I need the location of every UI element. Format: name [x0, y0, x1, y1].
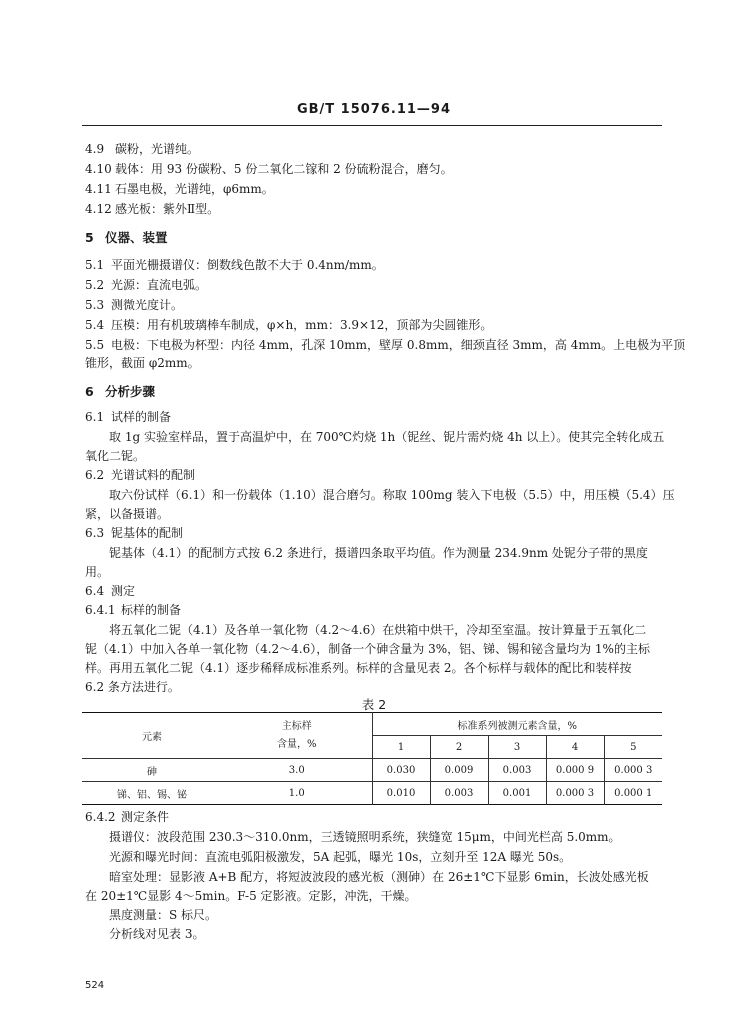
item-4-11: 4.11 石墨电极，光谱纯，φ6mm。 [85, 182, 274, 196]
table-header-main [222, 713, 372, 759]
section-6-3-text: 铌基体（4.1）的配制方式按 6.2 条进行，摄谱四条取平均值。作为测量 234.9nm 处铌分子带的黑度 [109, 546, 648, 560]
section-6-1-text: 取 1g 实验室样品，置于高温炉中，在 700℃灼烧 1h（铌丝、铌片需灼烧 4h 以上）。使其完全转化成五 [109, 430, 665, 444]
condition-line: 黑度测量：S 标尺。 [109, 908, 218, 922]
item-5-5-continued: 锥形，截面 φ2mm。 [85, 356, 200, 370]
row-value: 0.003 [488, 759, 546, 782]
condition-line: 暗室处理：显影液 A+B 配方，将短波波段的感光板（测砷）在 26±1℃下显影 6min，长波处感光板 [109, 870, 649, 884]
item-5-5: 5.5 电极：下电极为杯型：内径 4mm，孔深 10mm，壁厚 0.8mm，细颈直径 3mm，高 4mm。上电极为平顶 [85, 338, 686, 352]
section-6-4-heading: 6.4 测定 [85, 584, 136, 598]
section-6-4-1-heading: 6.4.1 标样的制备 [85, 603, 182, 617]
series-num: 3 [488, 736, 546, 759]
section-6-1-heading: 6.1 试样的制备 [85, 410, 172, 424]
series-num: 2 [430, 736, 488, 759]
header-rule [82, 125, 662, 126]
table-2 [82, 712, 662, 805]
table-header-element: 元素 [82, 713, 222, 759]
table-header-main-line1: 主标样 [281, 720, 312, 732]
row-value: 0.010 [372, 782, 430, 805]
row-value: 0.001 [488, 782, 546, 805]
row-main: 1.0 [288, 787, 305, 799]
table-header-main-line2: 含量，% [276, 738, 317, 750]
row-value: 0.000 9 [546, 759, 604, 782]
condition-line: 摄谱仪：波段范围 230.3～310.0nm，三透镜照明系统，狭缝宽 15μm，中间光栏高 5.0mm。 [109, 830, 621, 844]
row-value: 0.003 [430, 782, 488, 805]
series-num: 5 [604, 736, 662, 759]
item-5-3: 5.3 测微光度计。 [85, 298, 184, 312]
section-6-2-text-cont: 紧，以备摄谱。 [85, 507, 170, 521]
row-element: 砷 [82, 759, 222, 782]
section-5-heading: 5 仪器、装置 [85, 230, 168, 245]
item-4-9: 4.9 碳粉，光谱纯。 [85, 142, 200, 156]
row-element: 锑、铝、锡、铋 [117, 789, 187, 801]
table-row [82, 782, 662, 805]
section-6-3-text-cont: 用。 [85, 565, 110, 579]
condition-line: 分析线对见表 3。 [109, 927, 205, 941]
section-6-4-1-text: 将五氧化二铌（4.1）及各单一氧化物（4.2～4.6）在烘箱中烘干，冷却至室温。按计算量于五氧化二 [109, 623, 647, 637]
item-5-2: 5.2 光源：直流电弧。 [85, 278, 208, 292]
standard-code-header: GB/T 15076.11—94 [296, 102, 452, 117]
section-6-3-heading: 6.3 铌基体的配制 [85, 526, 184, 540]
item-5-4: 5.4 压模：用有机玻璃棒车制成，φ×h，mm：3.9×12，顶部为尖圆锥形。 [85, 318, 493, 332]
section-6-2-text: 取六份试样（6.1）和一份载体（1.10）混合磨匀。称取 100mg 装入下电极（5.5）中，用压模（5.4）压 [109, 488, 675, 502]
row-value: 0.000 3 [604, 759, 662, 782]
item-4-12: 4.12 感光板：紫外Ⅱ型。 [85, 202, 220, 216]
section-6-2-heading: 6.2 光谱试料的配制 [85, 468, 196, 482]
row-value: 0.000 1 [604, 782, 662, 805]
item-4-10: 4.10 载体：用 93 份碳粉、5 份二氧化二镓和 2 份硫粉混合，磨匀。 [85, 162, 453, 176]
section-6-1-text-cont: 氧化二铌。 [85, 449, 146, 463]
table-header-series: 标准系列被测元素含量，% [372, 713, 662, 736]
series-num: 4 [546, 736, 604, 759]
item-5-1: 5.1 平面光栅摄谱仪：倒数线色散不大于 0.4nm/mm。 [85, 258, 384, 272]
row-main: 3.0 [222, 759, 372, 782]
section-6-4-1-text-4: 6.2 条方法进行。 [85, 680, 180, 694]
series-num: 1 [372, 736, 430, 759]
table-2-caption: 表 2 [361, 697, 387, 712]
table-row [82, 759, 662, 782]
section-6-heading: 6 分析步骤 [85, 384, 156, 399]
page-number: 524 [85, 980, 105, 991]
row-value: 0.009 [430, 759, 488, 782]
condition-line: 光源和曝光时间：直流电弧阳极激发，5A 起弧，曝光 10s，立刻升至 12A 曝光 50s。 [109, 850, 572, 864]
row-value: 0.000 3 [546, 782, 604, 805]
section-6-4-2-heading: 6.4.2 测定条件 [85, 810, 170, 824]
section-6-4-1-text-3: 样。再用五氧化二铌（4.1）逐步稀释成标准系列。标样的含量见表 2。各个标样与载体的配比和装样按 [85, 661, 632, 675]
condition-line: 在 20±1℃显影 4～5min。F-5 定影液。定影，冲洗，干燥。 [85, 889, 417, 903]
section-6-4-1-text-2: 铌（4.1）中加入各单一氧化物（4.2～4.6），制备一个砷含量为 3%，铝、锑、锡和铋含量均为 1%的主标 [85, 642, 650, 656]
row-value: 0.030 [372, 759, 430, 782]
